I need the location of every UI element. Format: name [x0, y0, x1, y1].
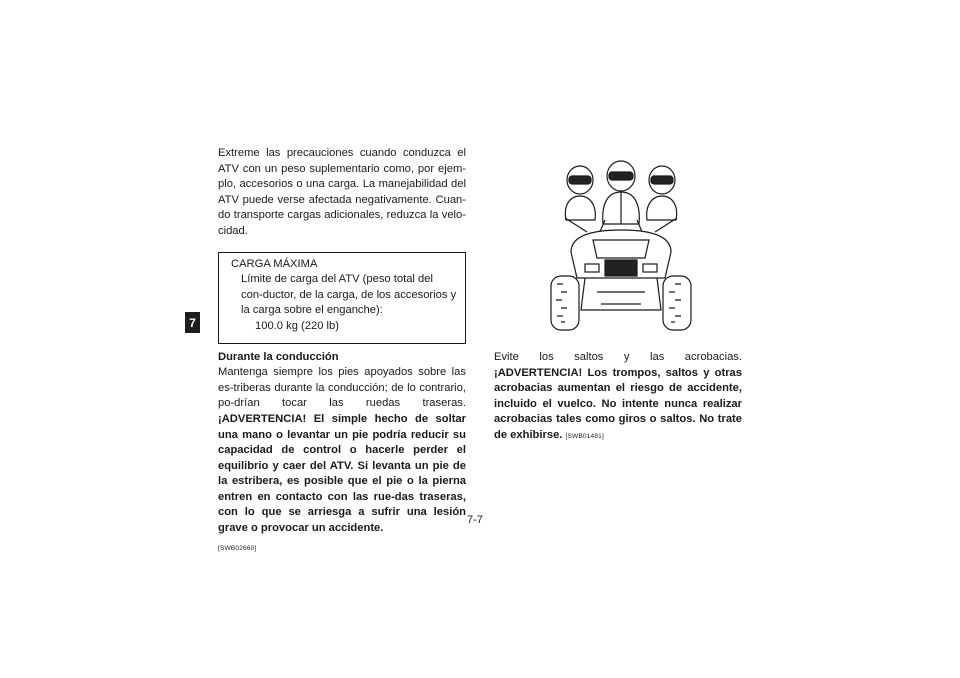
riding-text: Mantenga siempre los pies apoyados sobre las es-triberas durante la conducción; de lo contrario, po-drían tocar las ruedas traseras. [218, 366, 466, 410]
stunts-paragraph [494, 350, 742, 445]
stunts-warning: ¡ADVERTENCIA! Los trompos, saltos y otras acrobacias aumentan el riesgo de accidente, incluido el vuelco. No intente nunca realizar acrobacias tales como giros o saltos. No trate de exhibirse. [494, 366, 742, 441]
atv-riders-illustration [541, 160, 701, 336]
stunts-code: [SWB01481] [565, 432, 605, 440]
left-column [218, 146, 466, 556]
max-load-description: Límite de carga del ATV (peso total del con-ductor, de la carga, de los accesorios y la carga sobre el enganche): [241, 273, 457, 317]
riding-warning: ¡ADVERTENCIA! El simple hecho de soltar una mano o levantar un pie podría reducir su capacidad de control o hacerle perder el equilibrio y caer del ATV. Si levanta un pie de la estribera, es posible que el pie o la pierna entren en contacto con las rue-das traseras, con lo que se arriesga a sufrir una lesión grave o provocar un accidente. [218, 412, 466, 535]
right-column [494, 350, 742, 445]
max-load-title: CARGA MÁXIMA [231, 257, 318, 270]
max-load-value: 100.0 kg (220 lb) [255, 319, 339, 332]
max-load-box [218, 252, 466, 344]
section-heading: Durante la conducción [218, 350, 339, 363]
riding-paragraph [218, 365, 466, 556]
page-number: 7-7 [467, 514, 483, 526]
stunts-text: Evite los saltos y las acrobacias. [494, 351, 742, 363]
warning-code: [SWB02660] [218, 544, 257, 552]
intro-paragraph: Extreme las precauciones cuando conduzca el ATV con un peso suplementario como, por ejem-plo, accesorios o una carga. La manejabilidad del ATV puede verse afectada negativamente. Cuan-do transporte cargas adicionales, reduzca la velo-cidad. [218, 147, 466, 237]
chapter-tab: 7 [185, 312, 200, 333]
